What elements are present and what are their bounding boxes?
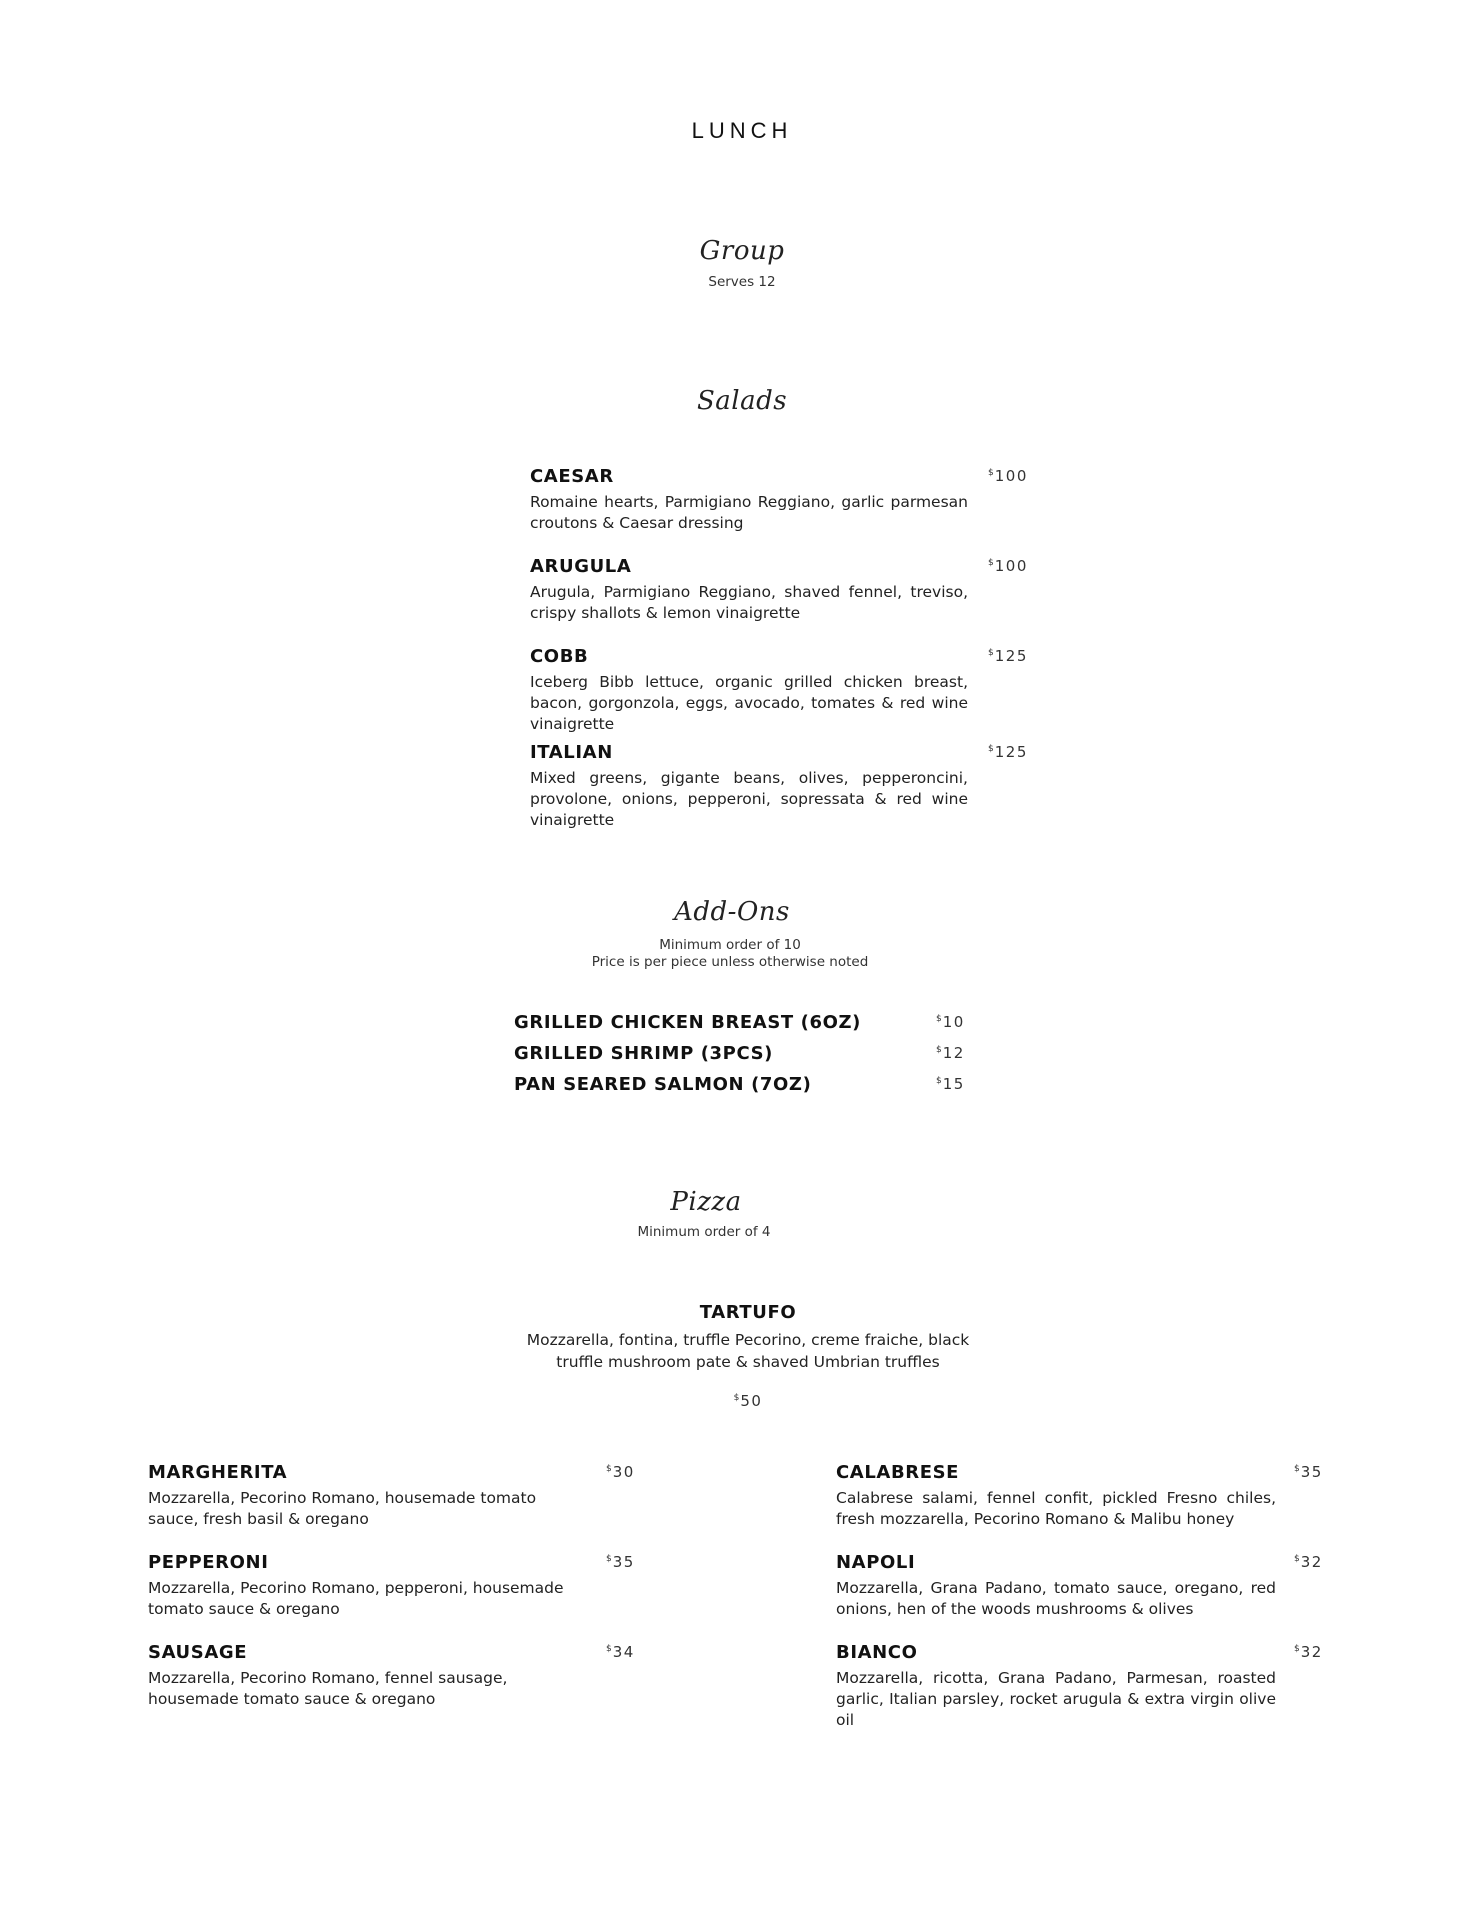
pizza-price-margherita: $30	[606, 1463, 635, 1481]
pizza-desc-pepperoni: Mozzarella, Pecorino Romano, pepperoni, housemade tomato sauce & oregano	[148, 1579, 564, 1618]
salad-name-caesar: CAESAR	[530, 466, 614, 487]
pizza-name-pepperoni: PEPPERONI	[148, 1552, 269, 1573]
page-title: LUNCH	[691, 118, 793, 143]
group-note: Serves 12	[708, 274, 776, 290]
addons-heading: Add-Ons	[674, 897, 790, 927]
pizza-note: Minimum order of 4	[637, 1224, 771, 1240]
pizza-price-sausage: $34	[606, 1643, 635, 1661]
pizza-price-napoli: $32	[1294, 1553, 1323, 1571]
salad-desc-arugula: Arugula, Parmigiano Reggiano, shaved fennel, treviso, crispy shallots & lemon vinaigrette	[530, 583, 968, 622]
addons-note-price: Price is per piece unless otherwise noted	[591, 954, 869, 970]
addon-price-shrimp: $12	[936, 1044, 965, 1062]
salad-desc-italian: Mixed greens, gigante beans, olives, pepperoncini, provolone, onions, pepperoni, sopressata & red wine vinaigrette	[530, 769, 968, 829]
addon-price-salmon: $15	[936, 1075, 965, 1093]
addons-note-minimum: Minimum order of 10	[659, 937, 801, 953]
pizza-desc-calabrese: Calabrese salami, fennel confit, pickled Fresno chiles, fresh mozzarella, Pecorino Romano & Malibu honey	[836, 1489, 1276, 1528]
featured-pizza-name: TARTUFO	[699, 1302, 797, 1323]
pizza-desc-sausage: Mozzarella, Pecorino Romano, fennel sausage, housemade tomato sauce & oregano	[148, 1669, 508, 1708]
salad-desc-cobb: Iceberg Bibb lettuce, organic grilled chicken breast, bacon, gorgonzola, eggs, avocado, tomates & red wine vinaigrette	[530, 673, 968, 733]
pizza-name-napoli: NAPOLI	[836, 1552, 916, 1573]
pizza-price-bianco: $32	[1294, 1643, 1323, 1661]
salad-name-cobb: COBB	[530, 646, 589, 667]
salad-name-arugula: ARUGULA	[530, 556, 632, 577]
pizza-desc-margherita: Mozzarella, Pecorino Romano, housemade tomato sauce, fresh basil & oregano	[148, 1489, 537, 1528]
pizza-price-pepperoni: $35	[606, 1553, 635, 1571]
pizza-name-margherita: MARGHERITA	[148, 1462, 288, 1483]
pizza-desc-bianco: Mozzarella, ricotta, Grana Padano, Parmesan, roasted garlic, Italian parsley, rocket arugula & extra virgin olive oil	[836, 1669, 1276, 1729]
salad-price-caesar: $100	[988, 467, 1028, 485]
salads-heading: Salads	[696, 386, 788, 416]
pizza-name-sausage: SAUSAGE	[148, 1642, 248, 1663]
pizza-name-calabrese: CALABRESE	[836, 1462, 960, 1483]
salad-price-arugula: $100	[988, 557, 1028, 575]
addon-name-chicken: GRILLED CHICKEN BREAST (6OZ)	[514, 1012, 861, 1033]
featured-pizza-price: $50	[733, 1392, 763, 1410]
featured-pizza-desc-line2: truffle mushroom pate & shaved Umbrian truffles	[556, 1353, 940, 1371]
salad-price-italian: $125	[988, 743, 1028, 761]
salad-price-cobb: $125	[988, 647, 1028, 665]
addon-name-salmon: PAN SEARED SALMON (7OZ)	[514, 1074, 812, 1095]
pizza-heading: Pizza	[670, 1187, 742, 1217]
pizza-desc-napoli: Mozzarella, Grana Padano, tomato sauce, oregano, red onions, hen of the woods mushrooms & olives	[836, 1579, 1276, 1618]
salad-desc-caesar: Romaine hearts, Parmigiano Reggiano, garlic parmesan croutons & Caesar dressing	[530, 493, 968, 532]
pizza-price-calabrese: $35	[1294, 1463, 1323, 1481]
pizza-name-bianco: BIANCO	[836, 1642, 918, 1663]
featured-pizza-desc-line1: Mozzarella, fontina, truffle Pecorino, creme fraiche, black	[526, 1331, 970, 1349]
addon-name-shrimp: GRILLED SHRIMP (3PCS)	[514, 1043, 774, 1064]
addon-price-chicken: $10	[936, 1013, 965, 1031]
group-heading: Group	[699, 236, 785, 266]
salad-name-italian: ITALIAN	[530, 742, 613, 763]
